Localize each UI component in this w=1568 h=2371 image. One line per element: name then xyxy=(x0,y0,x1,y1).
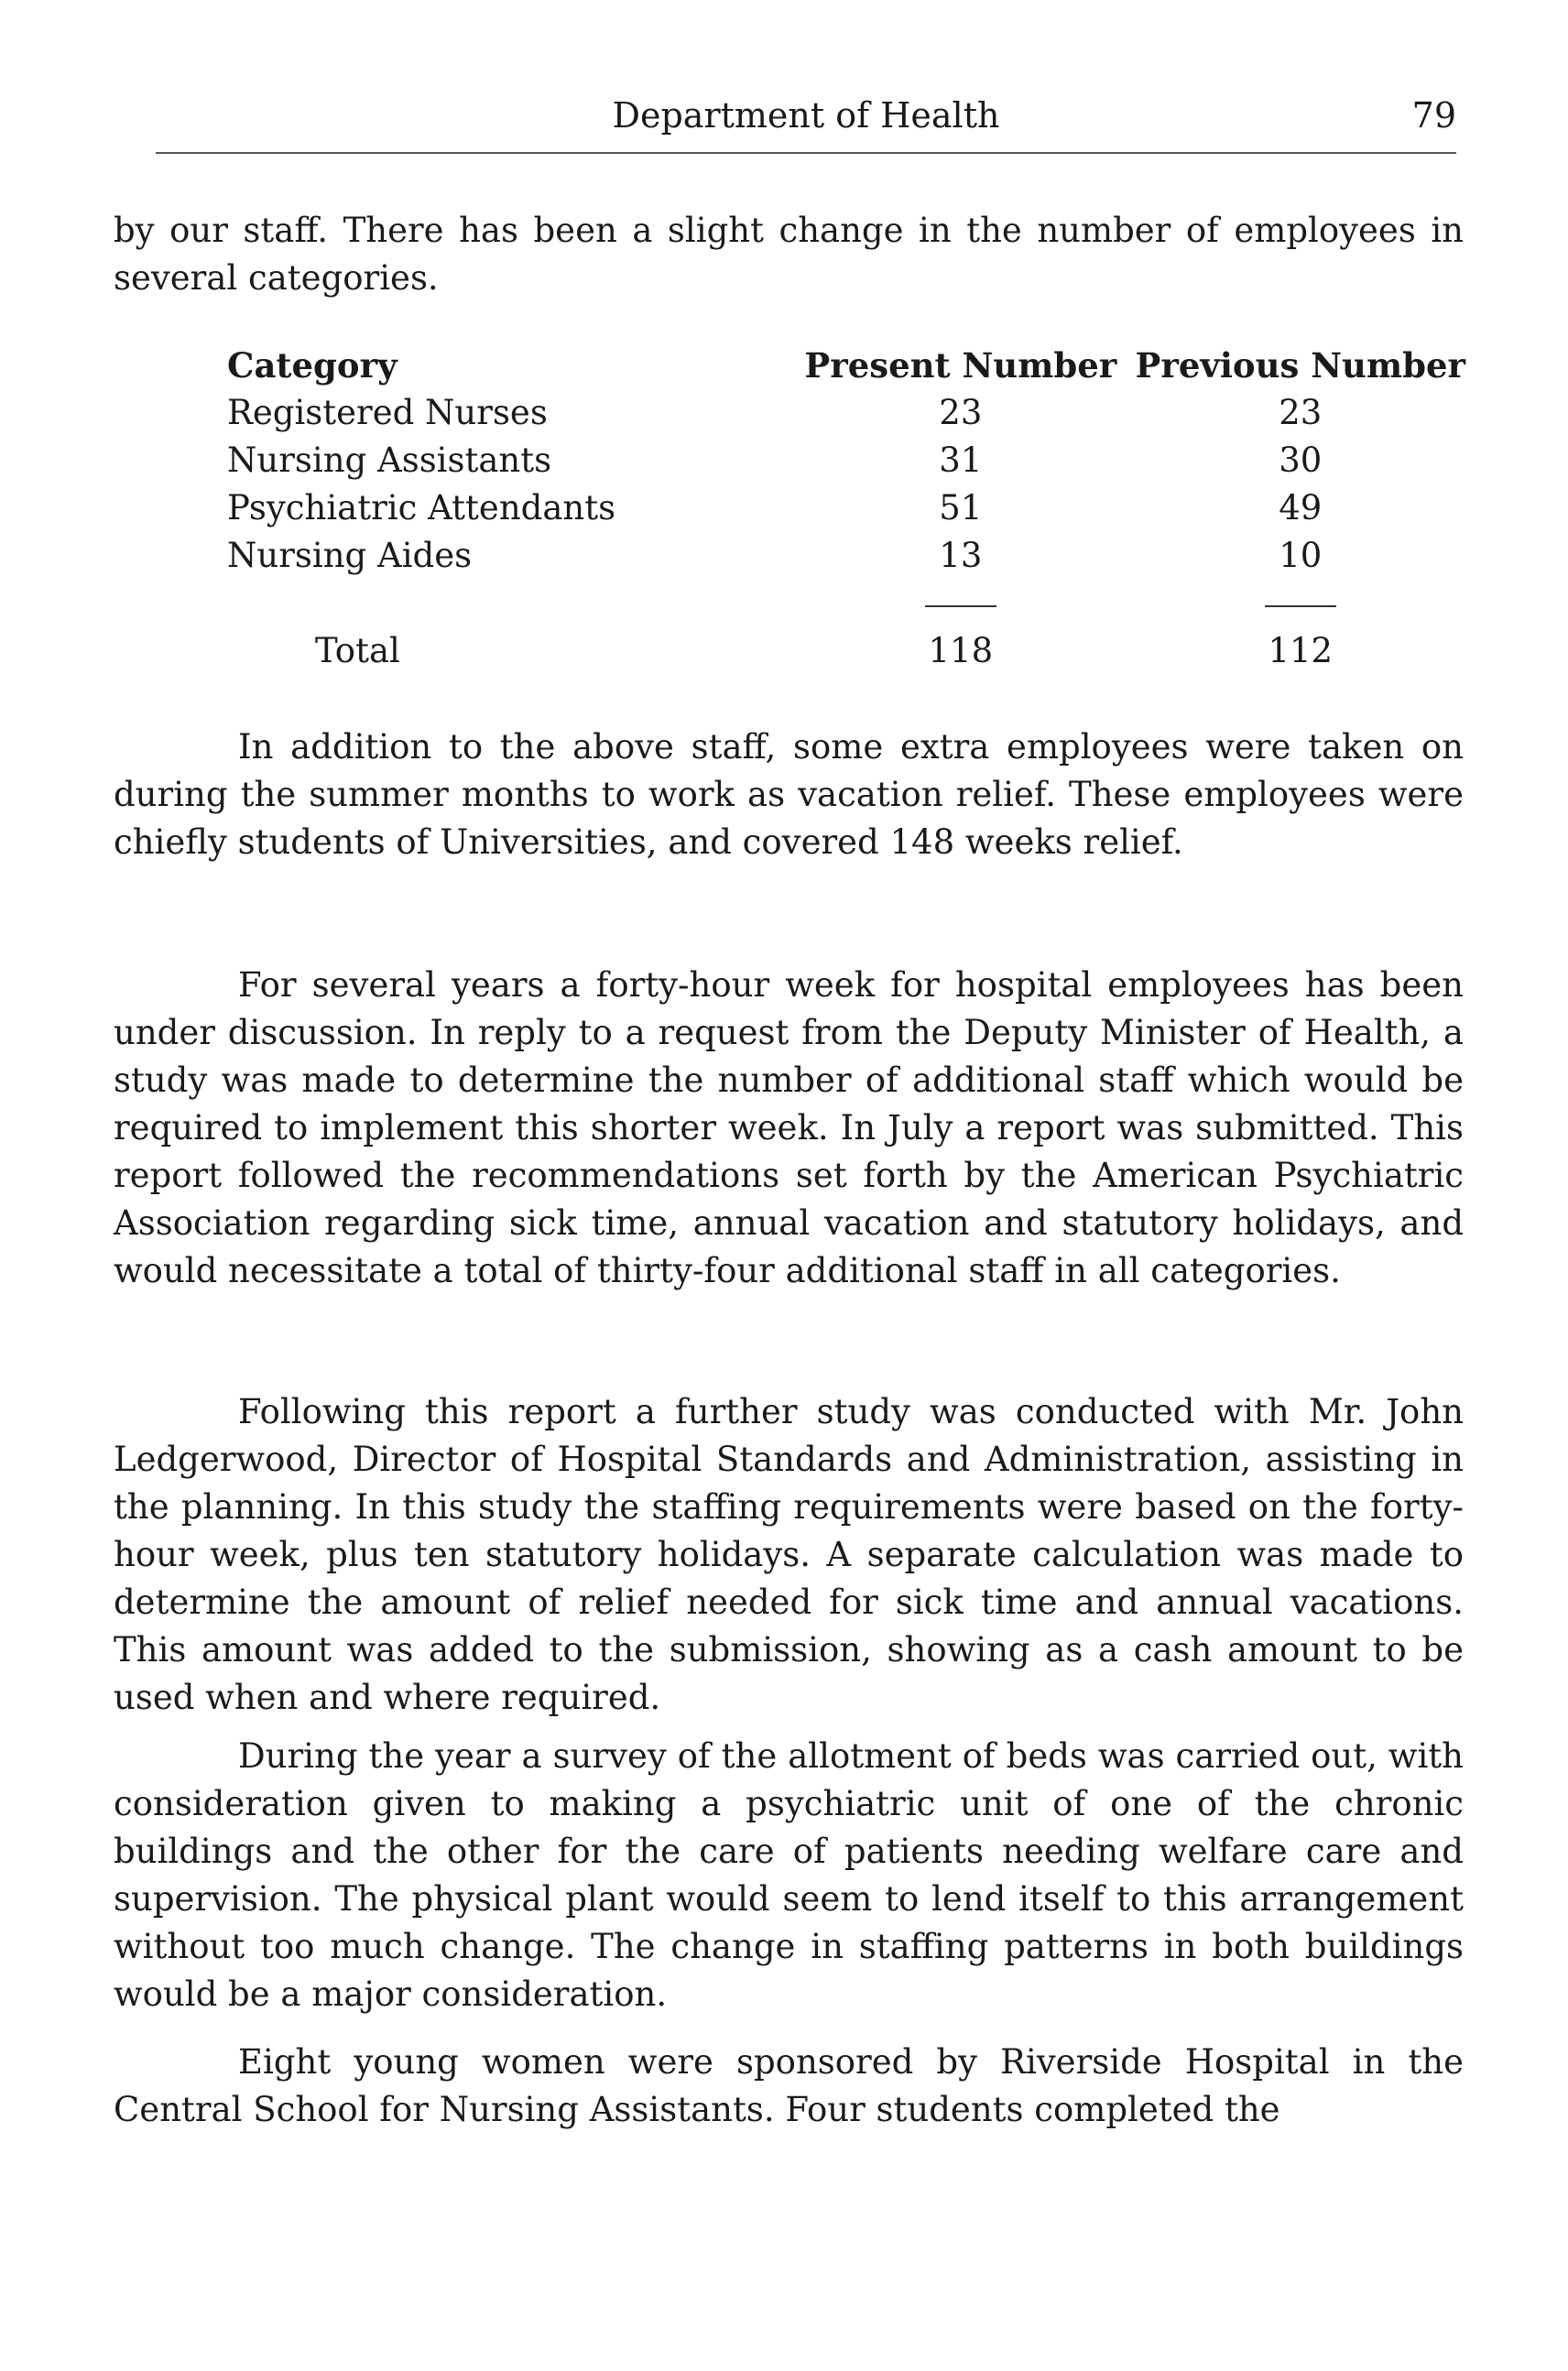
row-category: Nursing Aides xyxy=(227,536,473,575)
total-label: Total xyxy=(315,631,400,670)
running-header xyxy=(156,95,1456,141)
row-present: 13 xyxy=(939,536,983,575)
table-total-row xyxy=(227,627,1465,675)
paragraph-bed-survey: During the year a survey of the allotment of beds was carried out, with consideration given to making a psychiatric unit of one of the chronic buildings and the other for the care of patients needing welfare care and supervision. The physical plant would seem to lend itself to this arrangement without too much change. The change in staffing patterns in both buildings would be a major consideration. xyxy=(114,1736,1464,2014)
sum-rule-row xyxy=(227,580,1465,627)
table-row xyxy=(227,484,1465,532)
row-previous: 23 xyxy=(1279,393,1323,432)
row-previous: 49 xyxy=(1279,488,1323,527)
total-present: 118 xyxy=(928,631,994,670)
staffing-table xyxy=(227,342,1465,675)
row-category: Psychiatric Attendants xyxy=(227,488,616,527)
header-previous-number: Previous Number xyxy=(1135,345,1465,386)
running-title: Department of Health xyxy=(612,95,1000,136)
paragraph-forty-hour-week: For several years a forty-hour week for hospital employees has been under discussion. In reply to a request from the Deputy Minister of Health, a study was made to determine the number of additional staff which would be required to implement this shorter week. In July a report was submitted. This report followed the recommendations set forth by the American Psychiatric Association regarding sick time, annual vacation and statutory holidays, and would necessitate a total of thirty-four additional staff in all categories. xyxy=(114,965,1464,1290)
table-row xyxy=(227,389,1465,437)
sum-rule xyxy=(925,605,996,607)
sum-rule xyxy=(1265,605,1336,607)
total-previous: 112 xyxy=(1268,631,1334,670)
row-previous: 10 xyxy=(1279,536,1323,575)
table-header-row xyxy=(227,342,1465,389)
paragraph-staff-intro: by our staff. There has been a slight change in the number of employees in several categories. xyxy=(114,211,1464,298)
paragraph-further-study: Following this report a further study was conducted with Mr. John Ledgerwood, Director of Hospital Standards and Administration, assisting in the planning. In this study the staffing requirements were based on the forty-hour week, plus ten statutory holidays. A separate calculation was made to determine the amount of relief needed for sick time and annual vacations. This amount was added to the submission, showing as a cash amount to be used when and where required. xyxy=(114,1392,1464,1717)
row-present: 51 xyxy=(939,488,983,527)
paragraph-nursing-students: Eight young women were sponsored by Riverside Hospital in the Central School for Nursing Assistants. Four students completed the xyxy=(114,2042,1464,2129)
page-number: 79 xyxy=(1411,95,1456,136)
row-category: Registered Nurses xyxy=(227,393,548,432)
header-present-number: Present Number xyxy=(804,345,1117,386)
header-rule xyxy=(156,152,1456,154)
paragraph-vacation-relief: In addition to the above staff, some extra employees were taken on during the summer months to work as vacation relief. These employees were chiefly students of Universities, and covered 148 weeks relief. xyxy=(114,727,1464,862)
header-category: Category xyxy=(227,345,397,386)
row-present: 31 xyxy=(939,440,983,480)
row-category: Nursing Assistants xyxy=(227,440,552,480)
table-row xyxy=(227,437,1465,484)
row-previous: 30 xyxy=(1279,440,1323,480)
row-present: 23 xyxy=(939,393,983,432)
table-row xyxy=(227,532,1465,580)
